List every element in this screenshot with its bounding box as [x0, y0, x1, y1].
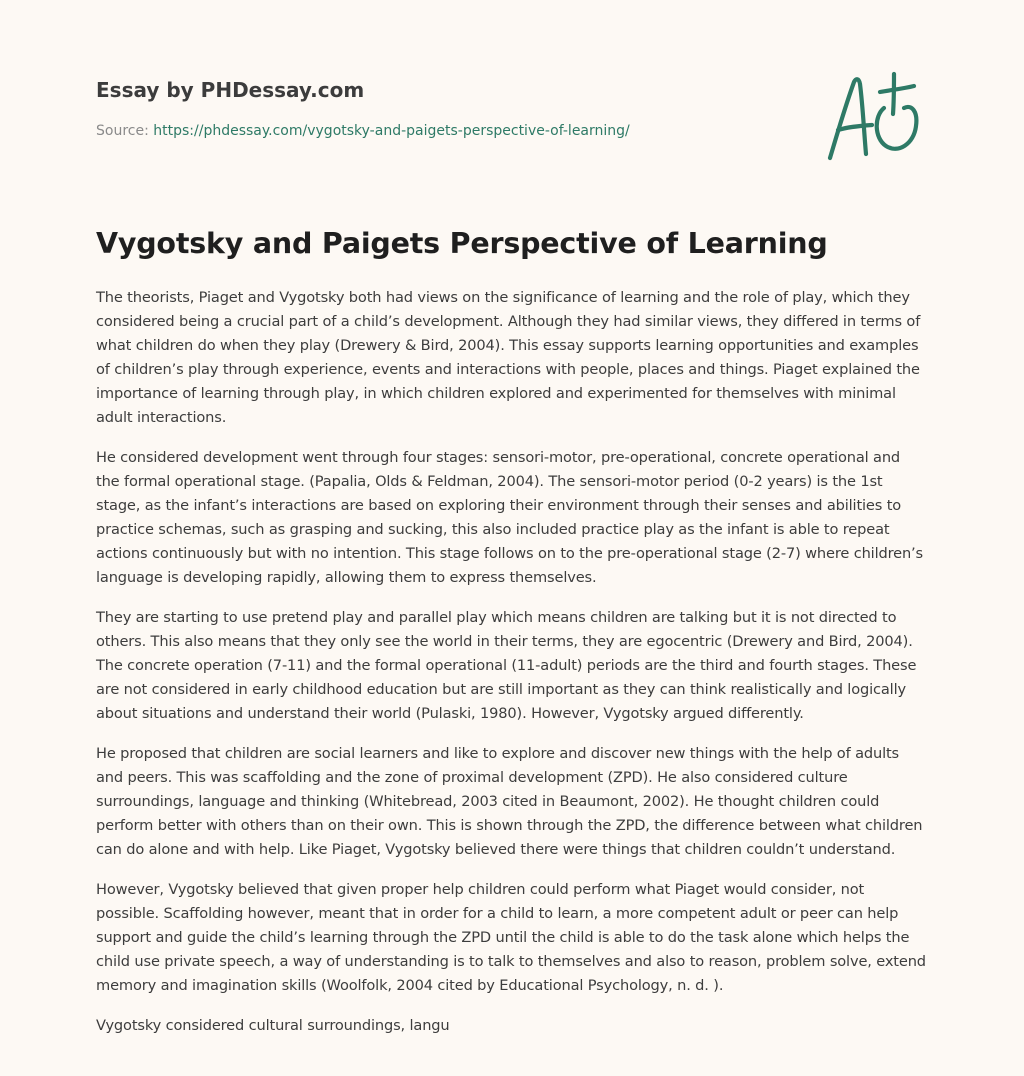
source-link[interactable]: https://phdessay.com/vygotsky-and-paigets-perspective-of-learning/ — [153, 123, 630, 139]
essay-paragraph: He proposed that children are social learners and like to explore and discover new things with the help of adults and peers. This was scaffolding and the zone of proximal development (ZPD). He also considered culture surroundings, language and thinking (Whitebread, 2003 cited in Beaumont, 2002). He thought children could perform better with others than on their own. This is shown through the ZPD, the difference between what children can do alone and with help. Like Piaget, Vygotsky believed there were things that children couldn’t understand. — [96, 745, 923, 858]
a-plus-logo — [818, 64, 930, 168]
essay-title: Vygotsky and Paigets Perspective of Learning — [96, 227, 828, 260]
essay-paragraph: However, Vygotsky believed that given proper help children could perform what Piaget would consider, not possible. Scaffolding however, meant that in order for a child to learn, a more competent adult or peer can help support and guide the child’s learning through the ZPD until the child is able to do the task alone which helps the child use private speech, a way of understanding is to talk to themselves and also to reason, problem solve, extend memory and imagination skills (Woolfolk, 2004 cited by Educational Psychology, n. d. ). — [96, 881, 926, 994]
essay-body — [96, 286, 928, 1054]
essay-paragraph: The theorists, Piaget and Vygotsky both had views on the significance of learning and the role of play, which they considered being a crucial part of a child’s development. Although they had similar views, they differed in terms of what children do when they play (Drewery & Bird, 2004). This essay supports learning opportunities and examples of children’s play through experience, events and interactions with people, places and things. Piaget explained the importance of learning through play, in which children explored and experimented for themselves with minimal adult interactions. — [96, 289, 921, 426]
essay-header — [96, 78, 796, 140]
essay-paragraph: He considered development went through four stages: sensori-motor, pre-operational, concrete operational and the formal operational stage. (Papalia, Olds & Feldman, 2004). The sensori-motor period (0-2 years) is the 1st stage, as the infant’s interactions are based on exploring their environment through their senses and abilities to practice schemas, such as grasping and sucking, this also included practice play as the infant is able to repeat actions continuously but with no intention. This stage follows on to the pre-operational stage (2-7) where children’s language is developing rapidly, allowing them to express themselves. — [96, 449, 923, 586]
essay-paragraph-truncated: Vygotsky considered cultural surroundings, langu — [96, 1017, 450, 1034]
source-line — [96, 122, 796, 140]
brand-name: Essay by PHDessay.com — [96, 78, 365, 102]
source-label: Source: — [96, 123, 154, 139]
essay-paragraph: They are starting to use pretend play and parallel play which means children are talking but it is not directed to others. This also means that they only see the world in their terms, they are egocentric (Drewery and Bird, 2004). The concrete operation (7-11) and the formal operational (11-adult) periods are the third and fourth stages. These are not considered in early childhood education but are still important as they can think realistically and logically about situations and understand their world (Pulaski, 1980). However, Vygotsky argued differently. — [96, 609, 917, 722]
a-plus-icon — [818, 64, 930, 168]
